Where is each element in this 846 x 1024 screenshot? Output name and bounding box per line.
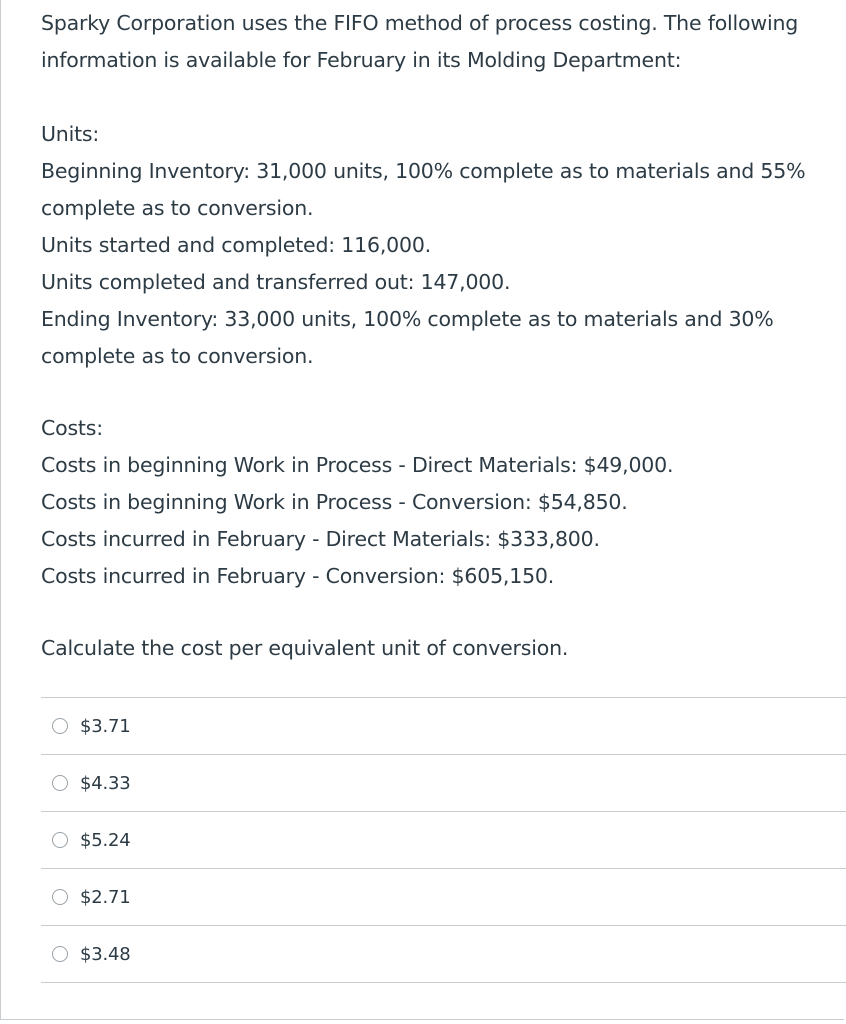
radio-button[interactable] [52, 775, 68, 791]
answer-option[interactable] [41, 755, 846, 812]
answer-list [41, 697, 846, 983]
answer-option[interactable] [41, 926, 846, 983]
answer-label: $4.33 [80, 772, 131, 794]
answer-label: $3.71 [80, 715, 131, 737]
question-prompt: Calculate the cost per equivalent unit of conversion. [41, 636, 569, 660]
radio-button[interactable] [52, 889, 68, 905]
costs-line: Costs incurred in February - Conversion: $605,150. [41, 564, 555, 588]
costs-heading: Costs: [41, 416, 103, 440]
answer-label: $2.71 [80, 886, 131, 908]
units-line: Units started and completed: 116,000. [41, 233, 431, 257]
units-line: Ending Inventory: 33,000 units, 100% complete as to materials and 30% complete as to conversion. [41, 307, 774, 368]
units-heading: Units: [41, 122, 100, 146]
radio-button[interactable] [52, 832, 68, 848]
question-intro: Sparky Corporation uses the FIFO method of process costing. The following information is available for February in its Molding Department: [41, 11, 799, 72]
costs-line: Costs in beginning Work in Process - Conversion: $54,850. [41, 490, 628, 514]
answer-option[interactable] [41, 698, 846, 755]
costs-line: Costs incurred in February - Direct Materials: $333,800. [41, 527, 600, 551]
answer-label: $5.24 [80, 829, 131, 851]
answer-option[interactable] [41, 869, 846, 926]
radio-button[interactable] [52, 718, 68, 734]
units-line: Beginning Inventory: 31,000 units, 100% complete as to materials and 55% complete as to conversion. [41, 159, 806, 220]
units-line: Units completed and transferred out: 147,000. [41, 270, 511, 294]
costs-line: Costs in beginning Work in Process - Direct Materials: $49,000. [41, 453, 674, 477]
answer-option[interactable] [41, 812, 846, 869]
answer-label: $3.48 [80, 943, 131, 965]
radio-button[interactable] [52, 946, 68, 962]
question-text [41, 5, 841, 667]
